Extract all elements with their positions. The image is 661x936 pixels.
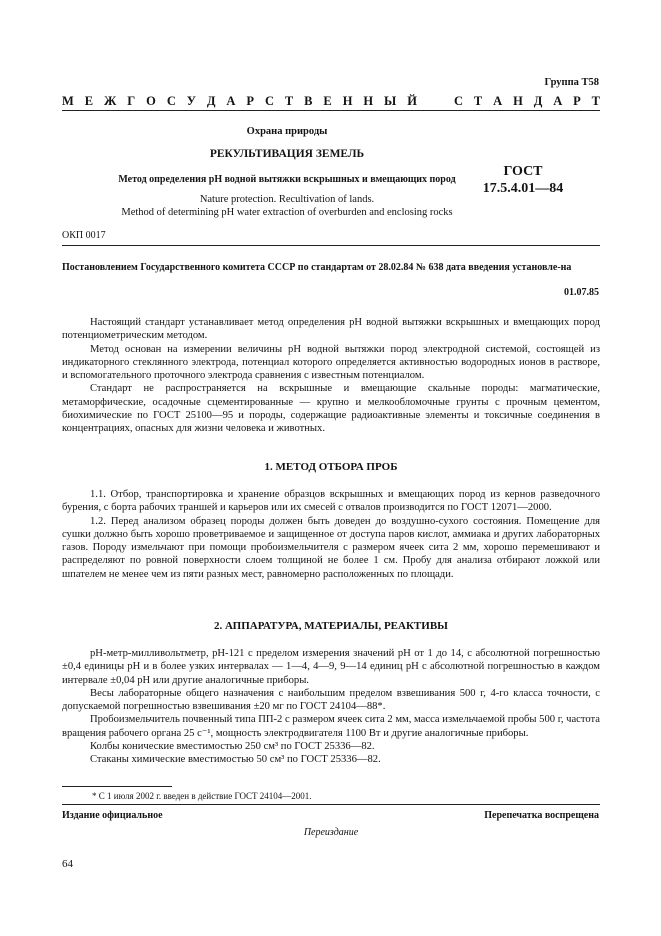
banner-right [454, 94, 600, 109]
header-rule [62, 110, 600, 111]
banner-letter: Ж [104, 94, 117, 108]
english-title [62, 194, 512, 219]
paragraph: 1.2. Перед анализом образец породы должен быть доведен до воздушно-сухого состояния. Помещение для сушки должно быть хорошо проветриваемое и защищенное от доступа паров кислот, аммиака и других лабораторных газов. Породу измельчают при помощи пробоизмельчителя с размером ячеек сита 2 мм, хорошо перемешивают и распределяют по ровной поверхности слоем толщиной не более 1 см. Пробу для анализа отбирают ложкой или шпателем не менее чем из пяти разных мест, равномерно расположенных по площади. [62, 515, 600, 580]
okp-code: ОКП 0017 [62, 230, 106, 241]
paragraph: Настоящий стандарт устанавливает метод определения pH водной вытяжки вскрышных и вмещающих пород потенциометрическим методом. [62, 317, 600, 342]
banner-letter: А [226, 94, 236, 108]
introduction-date: 01.07.85 [564, 287, 599, 298]
banner-letter: Н [342, 94, 353, 108]
subject-line: Охрана природы [246, 126, 328, 137]
banner-letter: В [304, 94, 313, 108]
english-title-line-1: Nature protection. Recultivation of lands. [199, 194, 375, 205]
reprint-prohibited: Перепечатка воспрещена [484, 810, 599, 821]
banner-letter: Д [206, 94, 216, 108]
banner-letter: С [454, 94, 464, 108]
english-title-line-2: Method of determining pH water extraction of overburden and enclosing rocks [121, 206, 453, 218]
gost-label: ГОСТ [503, 164, 543, 179]
page-number: 64 [62, 858, 73, 870]
introduction-section [62, 316, 600, 436]
gost-number: 17.5.4.01—84 [482, 181, 564, 196]
banner-letter: А [493, 94, 503, 108]
document-subtitle: Метод определения pH водной вытяжки вскрышных и вмещающих пород [118, 174, 456, 185]
banner-letter: Н [363, 94, 374, 108]
banner-letter: Е [323, 94, 332, 108]
banner-letter: С [166, 94, 176, 108]
paragraph: Стаканы химические вместимостью 50 см³ по ГОСТ 25336—82. [90, 754, 381, 766]
reissue-label: Переиздание [303, 827, 359, 838]
paragraph: Пробоизмельчитель почвенный типа ПП-2 с размером ячеек сита 2 мм, масса измельчаемой пробы 500 г, частота вращения рабочего органа 25 с⁻¹, мощность электродвигателя 1100 Вт и другие аналогичные приборы. [62, 714, 600, 739]
banner-letter: Р [573, 94, 581, 108]
paragraph: Весы лабораторные общего назначения с наибольшим пределом взвешивания 500 г, 4-го класса точности, с допускаемой погрешностью взвешивания ±20 мг по ГОСТ 24104—88*. [62, 687, 600, 713]
decree-text: Постановлением Государственного комитета СССР по стандартам от 28.02.84 № 638 дата введения установле-на [62, 262, 572, 273]
banner-letter: М [62, 94, 74, 108]
banner-letter: Т [284, 94, 294, 108]
paragraph: Стандарт не распространяется на вскрышные и вмещающие скальные породы: магматические, метаморфические, осадочные сцементированные — крупно и мелкообломочные грунты с прочным цементом, биохимические по ГОСТ 25100—95 и породы, содержащие радиоактивные элементы и токсичные соединения в концентрациях, опасных для жизни человека и животных. [62, 383, 600, 435]
official-edition: Издание официальное [62, 810, 163, 821]
banner-letter: У [186, 94, 196, 108]
document-title: РЕКУЛЬТИВАЦИЯ ЗЕМЕЛЬ [209, 148, 365, 160]
banner-letter: Д [533, 94, 543, 108]
paragraph: 1.1. Отбор, транспортировка и хранение образцов вскрышных и вмещающих пород из кернов разведочного бурения, с борта рабочих траншей и карьеров или их смесей с отвалов производится по ГОСТ 12071—2000. [62, 489, 600, 514]
banner-left [62, 94, 417, 109]
section-heading: 2. АППАРАТУРА, МАТЕРИАЛЫ, РЕАКТИВЫ [214, 620, 448, 632]
standard-banner [62, 94, 600, 109]
banner-letter: Н [513, 94, 523, 108]
footnote: * С 1 июля 2002 г. введен в действие ГОСТ 24104—2001. [92, 791, 312, 801]
section-2-body [62, 647, 600, 767]
paragraph: Колбы конические вместимостью 250 см³ по ГОСТ 25336—82. [90, 741, 375, 753]
banner-letter: С [264, 94, 274, 108]
footer-rule [62, 804, 600, 805]
banner-letter: Е [84, 94, 94, 108]
banner-letter: Р [246, 94, 255, 108]
okp-rule [62, 245, 600, 246]
banner-letter: Т [473, 94, 483, 108]
banner-letter: О [146, 94, 156, 108]
paragraph: Метод основан на измерении величины pH водной вытяжки пород электродной системой, состоящей из индикаторного стеклянного электрода, потенциал которого определяется активностью водородных ионов в растворе, и вспомогательного проточного электрода сравнения с известным потенциалом. [62, 343, 600, 382]
banner-letter: Т [591, 94, 600, 108]
section-1-body [62, 488, 600, 581]
group-code: Группа Т58 [544, 77, 599, 88]
section-heading: 1. МЕТОД ОТБОРА ПРОБ [264, 461, 398, 473]
banner-letter: А [553, 94, 563, 108]
banner-letter: Й [407, 94, 417, 108]
footnote-rule [62, 786, 172, 787]
paragraph: pH-метр-милливольтметр, pH-121 с пределом измерения значений pH от 1 до 14, с абсолютной погрешностью ±0,4 единицы pH и в более узких интервалах — 1—4, 4—9, 9—14 единиц pH с абсолютной погрешностью в каждом интервале ±0,04 pH или другие аналогичные приборы. [62, 648, 600, 686]
banner-letter: Г [127, 94, 136, 108]
banner-letter: Ы [384, 94, 397, 108]
gost-designation [478, 163, 628, 197]
